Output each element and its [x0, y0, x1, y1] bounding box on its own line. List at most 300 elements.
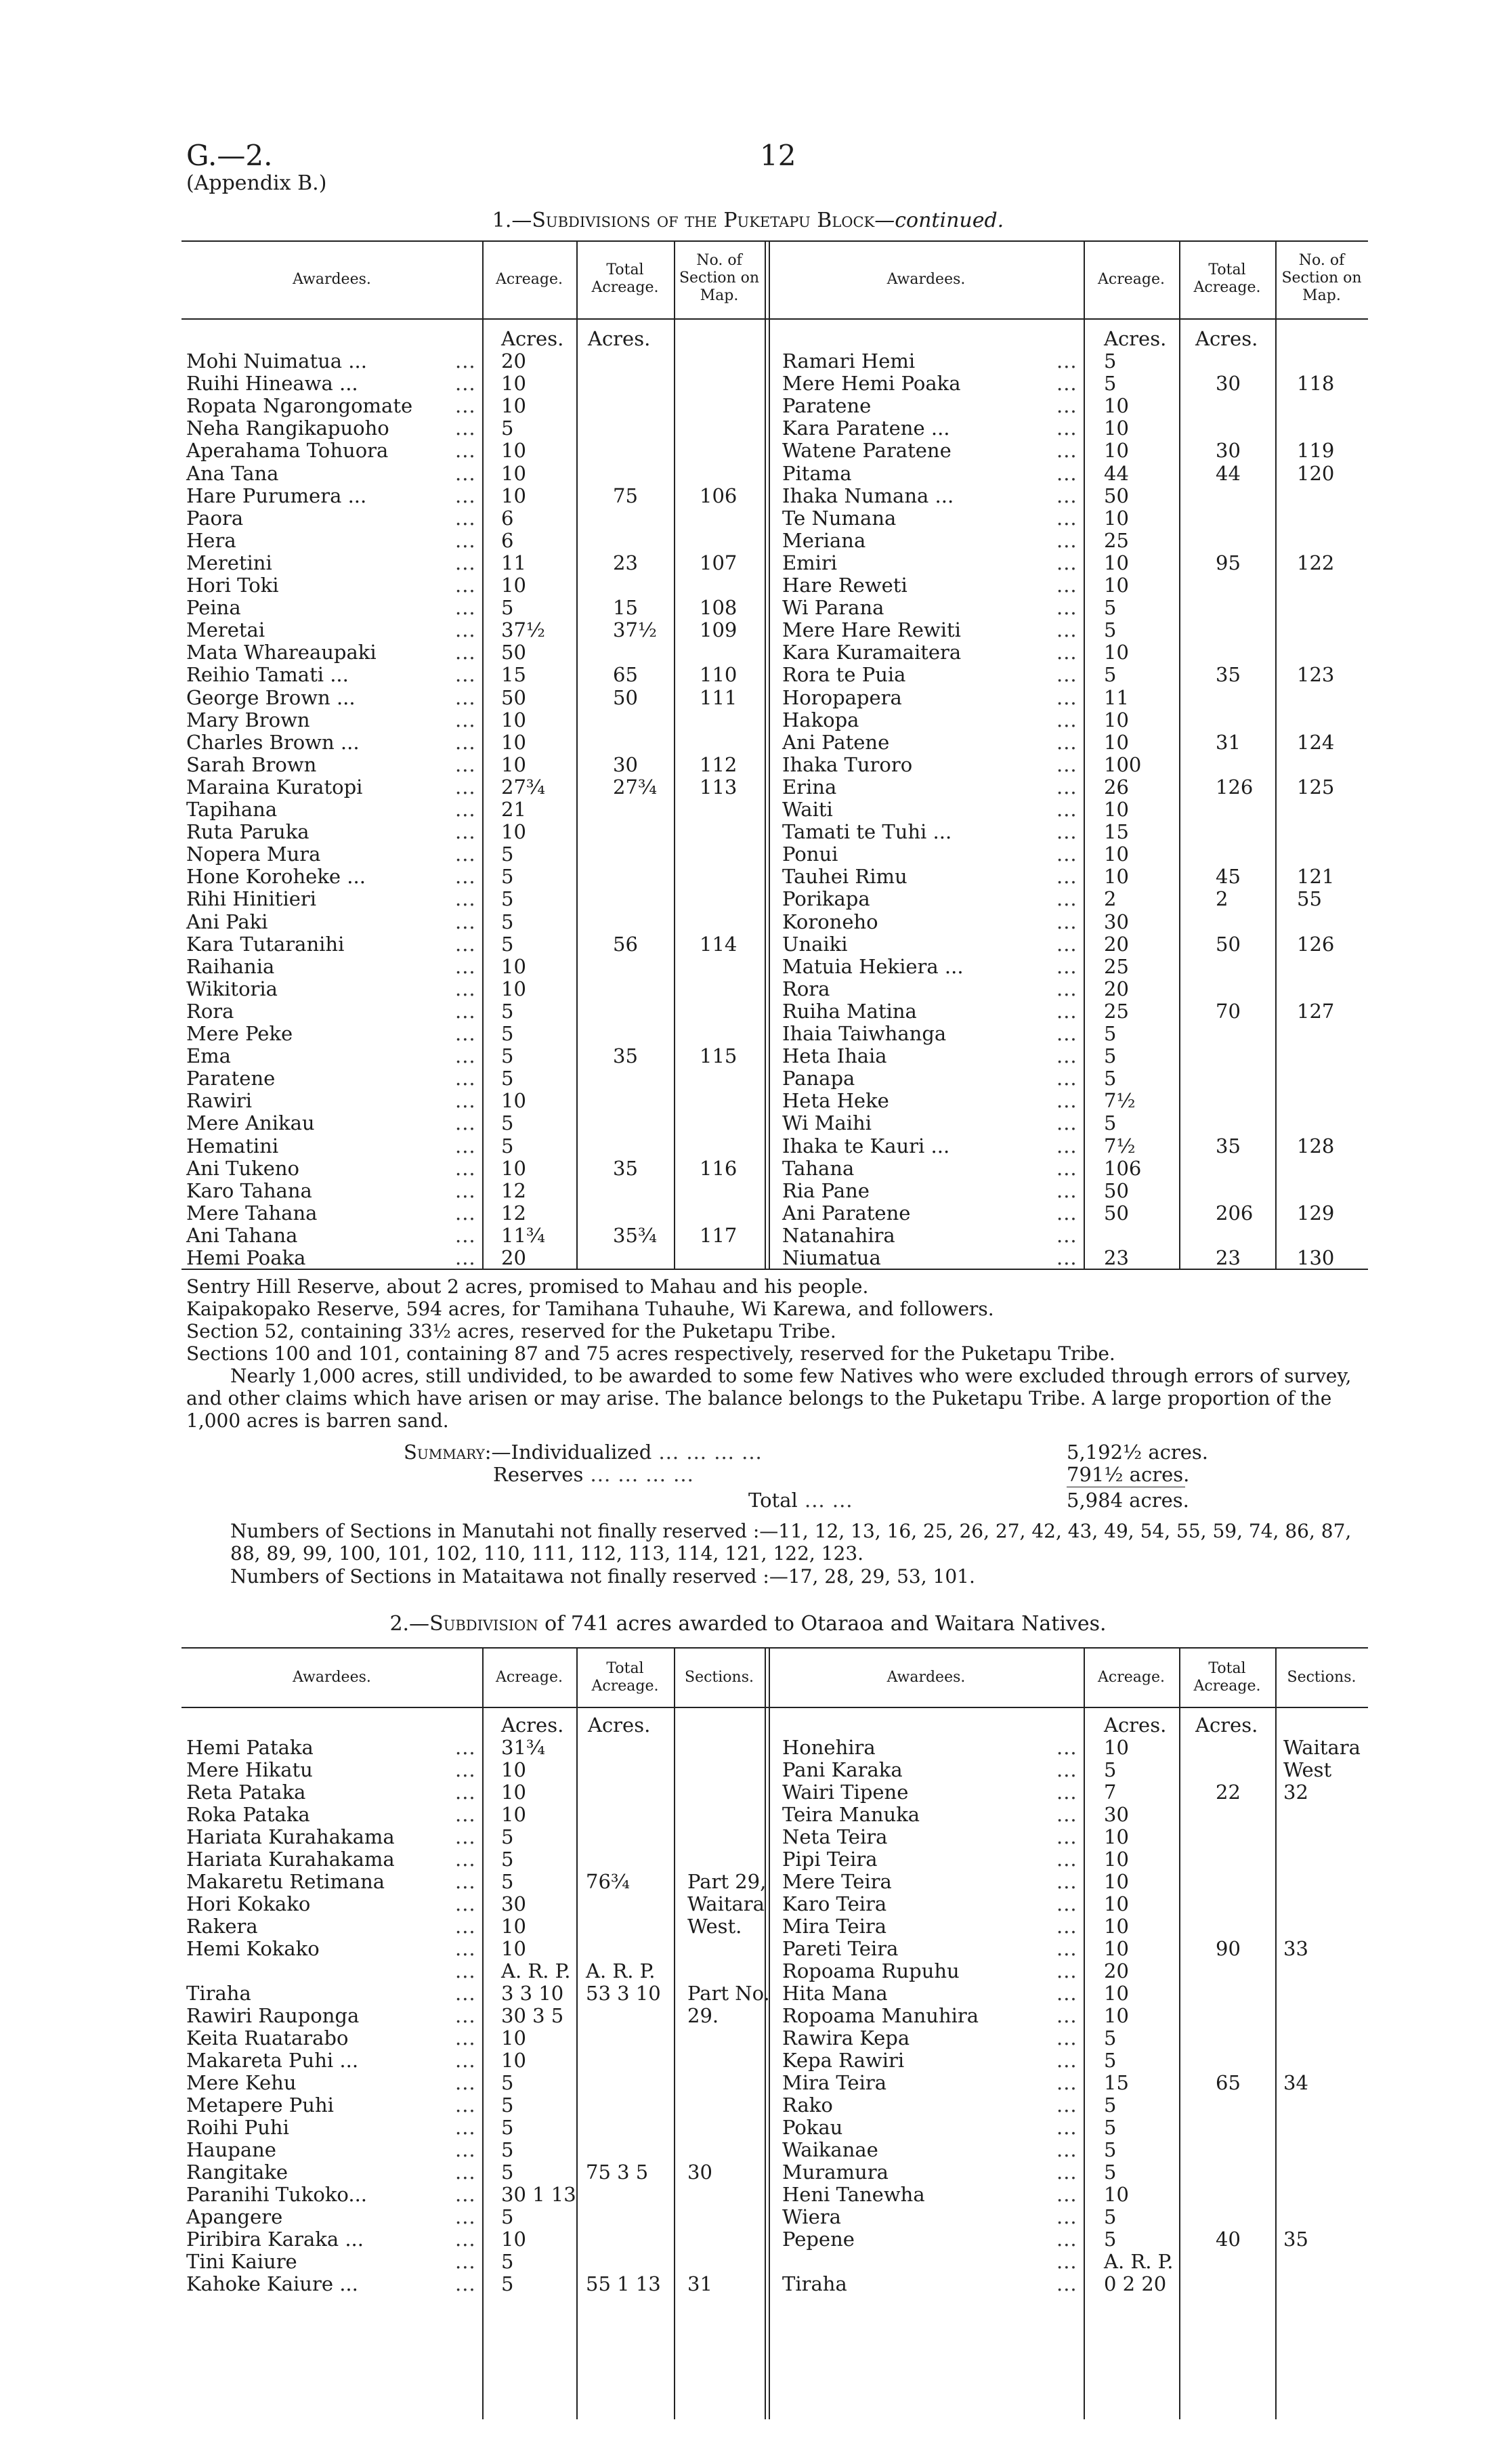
table-row	[0, 1045, 1496, 1067]
leader-dots: ...	[455, 1044, 476, 1068]
leader-dots: ...	[1056, 372, 1077, 396]
awardee-name: Waiti	[782, 798, 833, 821]
leader-dots: ...	[1056, 349, 1077, 373]
leader-dots: ...	[1056, 775, 1077, 799]
table-row	[0, 1000, 1496, 1023]
total-acreage-value: 27¾	[613, 775, 658, 799]
section-value: 110	[700, 663, 738, 687]
leader-dots: ...	[1056, 1982, 1077, 2005]
acreage-value: 10	[1104, 1870, 1129, 1893]
awardee-name: Kahoke Kaiure ...	[186, 2272, 358, 2295]
header-awardees: Awardees.	[293, 1669, 371, 1686]
leader-dots: ...	[1056, 417, 1077, 440]
awardee-name: Rora	[782, 977, 830, 1000]
individualized-label: :—Individualized	[484, 1441, 652, 1464]
leader-dots: ...	[455, 1246, 476, 1269]
awardee-name: Pokau	[782, 2116, 843, 2139]
awardee-name: Panapa	[782, 1067, 855, 1090]
table-row	[0, 821, 1496, 843]
acreage-value: A. R. P.	[501, 1959, 571, 1982]
section-value: 119	[1297, 439, 1335, 463]
acreage-value: 10	[501, 820, 526, 844]
table-row	[0, 1135, 1496, 1157]
header-awardees: Awardees.	[886, 1669, 966, 1686]
leader-dots: ...	[1056, 1892, 1077, 1915]
awardee-name: Paratene	[186, 1067, 276, 1090]
acreage-value: 7½	[1104, 1134, 1136, 1157]
appendix-label: (Appendix B.)	[186, 171, 327, 195]
leader-dots: ...	[455, 1736, 476, 1759]
leader-dots: ...	[1056, 1044, 1077, 1068]
acreage-value: 10	[1104, 574, 1129, 597]
acreage-value: 11¾	[501, 1223, 546, 1247]
table-row	[0, 1871, 1496, 1893]
leader-dots: ...	[1056, 2183, 1077, 2206]
total-acreage-value: 75	[613, 484, 638, 507]
total-acreage-value: 45	[1216, 865, 1241, 889]
table-row	[0, 1848, 1496, 1871]
awardee-name: Hematini	[186, 1134, 279, 1157]
acreage-value: 10	[1104, 798, 1129, 821]
acreage-value: 10	[501, 708, 526, 731]
awardee-name: Wiera	[782, 2205, 841, 2228]
acreage-value: 10	[501, 1781, 526, 1804]
acreage-value: 5	[501, 1134, 514, 1157]
awardee-name: Paratene	[782, 394, 872, 418]
awardee-name: Te Numana	[782, 506, 897, 530]
leader-dots: ...	[455, 1111, 476, 1135]
acreage-value: 37½	[501, 618, 546, 642]
acreage-value: 12	[501, 1178, 526, 1202]
table-row	[0, 1982, 1496, 2005]
total-acreage-value: 55 1 13	[586, 2272, 661, 2295]
acreage-value: 30	[1104, 1803, 1129, 1826]
section-value: 121	[1297, 865, 1335, 889]
leader-dots: ...	[1056, 1156, 1077, 1180]
acreage-value: 5	[1104, 1758, 1117, 1781]
total-acreage-value: 35	[613, 1044, 638, 1068]
acreage-value: 10	[1104, 1825, 1129, 1848]
leader-dots: ...	[1056, 752, 1077, 776]
acreage-value: 5	[1104, 1044, 1117, 1068]
table-row	[0, 2072, 1496, 2094]
acreage-value: 5	[501, 932, 514, 956]
leader-dots: ...	[455, 1870, 476, 1893]
table-row	[0, 1067, 1496, 1090]
acreage-value: 5	[501, 1870, 514, 1893]
leader-dots: ...	[1056, 1111, 1077, 1135]
total-acreage-value: 35	[1216, 1134, 1241, 1157]
leader-dots: ...	[1056, 1134, 1077, 1157]
acreage-value: 5	[1104, 1067, 1117, 1090]
leader-dots: ...	[455, 1178, 476, 1202]
leader-dots: ...	[455, 887, 476, 911]
leader-dots: ...	[455, 954, 476, 978]
leader-dots: ...	[455, 2026, 476, 2049]
table-row	[0, 2139, 1496, 2161]
acreage-value: 30 1 13	[501, 2183, 576, 2206]
leader-dots: ...	[455, 752, 476, 776]
awardee-name: Mere Hikatu	[186, 1758, 313, 1781]
awardee-name: Karo Tahana	[186, 1178, 312, 1202]
awardee-name: Roihi Puhi	[186, 2116, 289, 2139]
section-value: 108	[700, 596, 738, 620]
acreage-value: 5	[501, 887, 514, 911]
header-acreage: Acreage.	[1098, 1669, 1165, 1686]
header-acreage: Acreage.	[496, 271, 563, 288]
awardee-name: Ihaia Taiwhanga	[782, 1022, 947, 1045]
section-value: 125	[1297, 775, 1335, 799]
note-sections-100-101: Sections 100 and 101, containing 87 and 75 acres respectively, reserved for the Puketapu Tribe.	[186, 1342, 1115, 1365]
acreage-value: 50	[1104, 1178, 1129, 1202]
awardee-name: Hakopa	[782, 708, 859, 731]
table-row	[0, 866, 1496, 888]
awardee-name: Mere Tahana	[186, 1201, 318, 1225]
awardee-name: Ponui	[782, 843, 838, 866]
acreage-value: 10	[501, 461, 526, 485]
acreage-value: 11	[1104, 685, 1129, 709]
awardee-name: Mere Hemi Poaka	[782, 372, 961, 396]
acreage-value: 10	[1104, 641, 1129, 664]
leader-dots: ...	[455, 1937, 476, 1960]
table-row	[0, 440, 1496, 462]
table-row	[0, 1938, 1496, 1960]
awardee-name: Ema	[186, 1044, 231, 1068]
leader-dots: ...	[1056, 1959, 1077, 1982]
acreage-value: 25	[1104, 999, 1129, 1023]
section-value: 116	[700, 1156, 738, 1180]
awardee-name: Paora	[186, 506, 244, 530]
leader-dots: ...	[455, 1803, 476, 1826]
awardee-name: Tauhei Rimu	[782, 865, 907, 889]
section-value: Waitara	[1283, 1736, 1361, 1759]
acreage-value: 5	[1104, 349, 1117, 373]
leader-dots: ...	[1056, 641, 1077, 664]
section-value: 123	[1297, 663, 1335, 687]
section-value: 126	[1297, 932, 1335, 956]
awardee-name: Watene Paratene	[782, 439, 952, 463]
leader-dots: ...	[455, 932, 476, 956]
awardee-name: Tapihana	[186, 798, 278, 821]
table-row	[0, 1781, 1496, 1804]
awardee-name: Neta Teira	[782, 1825, 888, 1848]
acreage-value: 23	[1104, 1246, 1129, 1269]
leader-dots: ...	[455, 1089, 476, 1113]
awardee-name: Ruta Paruka	[186, 820, 309, 844]
leader-dots: ...	[1056, 596, 1077, 620]
awardee-name: Ramari Hemi	[782, 349, 916, 373]
leader-dots: ...	[455, 1825, 476, 1848]
leader-dots: ...	[455, 618, 476, 642]
leader-dots: ...	[1056, 506, 1077, 530]
acreage-value: 0 2 20	[1104, 2272, 1167, 2295]
total-acreage-value: 35	[613, 1156, 638, 1180]
awardee-name: Ruiha Matina	[782, 999, 917, 1023]
leader-dots: ...	[455, 417, 476, 440]
leader-dots: ...	[1056, 798, 1077, 821]
acreage-value: 2	[1104, 887, 1117, 911]
acreage-value: 50	[501, 685, 526, 709]
awardee-name: Waikanae	[782, 2138, 878, 2161]
acreage-value: 30 3 5	[501, 2004, 564, 2027]
leader-dots: ...	[1056, 887, 1077, 911]
acreage-value: 11	[501, 551, 526, 574]
acreage-value: 5	[501, 417, 514, 440]
total-acreage-value: 53 3 10	[586, 1982, 661, 2005]
table-row	[0, 2117, 1496, 2139]
leader-dots: ...	[1056, 2049, 1077, 2072]
acreage-value: 31¾	[501, 1736, 546, 1759]
awardee-name: Rako	[782, 2094, 833, 2117]
header-section-no: No. of Section on Map.	[679, 252, 760, 304]
awardee-name: Tiraha	[186, 1982, 251, 2005]
awardee-name: Mere Hare Rewiti	[782, 618, 961, 642]
awardee-name: Ruihi Hineawa ...	[186, 372, 358, 396]
acreage-value: 5	[501, 999, 514, 1023]
leader-dots: ...	[455, 843, 476, 866]
note-undivided: Nearly 1,000 acres, still undivided, to be awarded to some few Natives who were excluded through errors of survey, and other claims which have arisen or may arise. The balance belongs to the Puketapu Tribe. A large proportion of the 1,000 acres is barren sand.	[186, 1365, 1352, 1432]
acreage-value: 5	[501, 1825, 514, 1848]
acreage-value: 5	[501, 910, 514, 933]
header-total-acreage: Total Acreage.	[1193, 1660, 1261, 1695]
table-row	[0, 417, 1496, 440]
table-row	[0, 597, 1496, 619]
table-row	[0, 507, 1496, 530]
leader-dots: ...	[1056, 1937, 1077, 1960]
awardee-name: Honehira	[782, 1736, 876, 1759]
section-value: 113	[700, 775, 738, 799]
section-value: 55	[1297, 887, 1322, 911]
leader-dots: ...	[1056, 1870, 1077, 1893]
table-row	[0, 1759, 1496, 1781]
section-value: 109	[700, 618, 738, 642]
awardee-name: Wikitoria	[186, 977, 278, 1000]
note-section-52: Section 52, containing 33½ acres, reserved for the Puketapu Tribe.	[186, 1320, 836, 1342]
total-acreage-value: 50	[613, 685, 638, 709]
table-row	[0, 933, 1496, 956]
awardee-name: Unaiki	[782, 932, 848, 956]
acreage-value: 20	[501, 349, 526, 373]
leader-dots: ...	[1056, 2071, 1077, 2094]
leader-dots: ...	[1056, 2026, 1077, 2049]
acreage-value: 5	[501, 2250, 514, 2273]
acreage-value: 5	[501, 2138, 514, 2161]
table-row	[0, 799, 1496, 821]
leader-dots: ...	[1056, 1201, 1077, 1225]
acreage-value: 10	[1104, 1892, 1129, 1915]
acreage-value: 10	[501, 439, 526, 463]
awardee-name: Hone Koroheke ...	[186, 865, 366, 889]
section-value: 34	[1283, 2071, 1308, 2094]
awardee-name: Mere Kehu	[186, 2071, 297, 2094]
acreage-value: 6	[501, 528, 514, 552]
section-value: Part 29,	[687, 1870, 767, 1893]
awardee-name: Hemi Pataka	[186, 1736, 314, 1759]
acreage-value: 5	[501, 1111, 514, 1135]
leader-dots: ...	[455, 528, 476, 552]
awardee-name: Hare Reweti	[782, 574, 907, 597]
total-acreage-value: 44	[1216, 461, 1241, 485]
leader-dots: ...	[455, 372, 476, 396]
leader-dots: ...	[455, 1134, 476, 1157]
total-acreage-value: 2	[1216, 887, 1228, 911]
awardee-name: Wairi Tipene	[782, 1781, 909, 1804]
awardee-name: Emiri	[782, 551, 838, 574]
awardee-name: Mary Brown	[186, 708, 310, 731]
awardee-name: Koroneho	[782, 910, 878, 933]
leader-dots: ...	[455, 798, 476, 821]
total-acreage-value: 30	[1216, 439, 1241, 463]
table-row	[0, 619, 1496, 641]
leader-dots: ...	[1056, 663, 1077, 687]
table-row	[0, 1180, 1496, 1202]
awardee-name: Heni Tanewha	[782, 2183, 925, 2206]
acreage-value: 5	[1104, 2228, 1117, 2251]
table-row	[0, 1915, 1496, 1938]
awardee-name: Karo Teira	[782, 1892, 887, 1915]
awardee-name: Heta Ihaia	[782, 1044, 887, 1068]
acreage-value: 10	[501, 484, 526, 507]
leader-dots: ...	[1056, 1067, 1077, 1090]
acreage-value: 12	[501, 1201, 526, 1225]
total-unit: Acres.	[1195, 1714, 1258, 1737]
awardee-name: Tini Kaiure	[186, 2250, 297, 2273]
awardee-name: Charles Brown ...	[186, 730, 360, 754]
leader-dots: ...	[455, 663, 476, 687]
acreage-unit: Acres.	[1104, 1714, 1167, 1737]
acreage-value: 5	[1104, 2205, 1117, 2228]
acreage-value: 10	[501, 574, 526, 597]
leader-dots: ...	[455, 484, 476, 507]
awardee-name: Tamati te Tuhi ...	[782, 820, 952, 844]
individualized-value: 5,192½ acres.	[1067, 1441, 1209, 1464]
leader-dots: ...	[1056, 2205, 1077, 2228]
leader-dots: ...	[1056, 461, 1077, 485]
leader-dots: ...	[1056, 954, 1077, 978]
acreage-value: 5	[1104, 372, 1117, 396]
awardee-name: Mere Teira	[782, 1870, 892, 1893]
leader-dots: ...	[1056, 843, 1077, 866]
awardee-name: Peina	[186, 596, 241, 620]
manutahi-note: Numbers of Sections in Manutahi not finally reserved :—11, 12, 13, 16, 25, 26, 27, 42, 43, 49, 54, 55, 59, 74, 86, 87, 88, 89, 99, 100, 101, 102, 110, 111, 112, 113, 114, 121, 122, 123.	[230, 1520, 1352, 1565]
acreage-value: 5	[1104, 2094, 1117, 2117]
acreage-value: 10	[1104, 843, 1129, 866]
leader-dots: ...	[455, 1915, 476, 1938]
section1-title: 1.—Subdivisions of the Puketapu Block—continued.	[492, 209, 1004, 232]
leader-dots: ...	[455, 775, 476, 799]
table-row	[0, 1737, 1496, 1759]
total-acreage-value: 65	[613, 663, 638, 687]
acreage-value: 27¾	[501, 775, 546, 799]
leader-dots: ...	[455, 1758, 476, 1781]
awardee-name: Pepene	[782, 2228, 855, 2251]
section-value: Waitara	[687, 1892, 765, 1915]
acreage-value: A. R. P.	[1104, 2250, 1174, 2273]
awardee-name: Haupane	[186, 2138, 276, 2161]
leader-dots: ...	[1056, 1089, 1077, 1113]
section-value: 30	[687, 2161, 712, 2184]
total-acreage-value: 35¾	[613, 1223, 658, 1247]
leader-dots: ...	[1056, 574, 1077, 597]
awardee-name: Ani Paki	[186, 910, 268, 933]
total-acreage-value: 35	[1216, 663, 1241, 687]
page-number: 12	[760, 139, 796, 172]
acreage-value: 5	[1104, 1111, 1117, 1135]
table-row	[0, 485, 1496, 507]
awardee-name: Ani Paratene	[782, 1201, 911, 1225]
awardee-name: Ropoama Manuhira	[782, 2004, 979, 2027]
awardee-name: Pani Karaka	[782, 1758, 903, 1781]
table-row	[0, 2251, 1496, 2273]
leader-dots: ...	[455, 685, 476, 709]
table-row	[0, 2094, 1496, 2117]
acreage-value: 10	[501, 752, 526, 776]
awardee-name: Rakera	[186, 1915, 258, 1938]
total-acreage-value: 50	[1216, 932, 1241, 956]
acreage-value: 7	[1104, 1781, 1117, 1804]
total-label: Total	[748, 1489, 798, 1512]
awardee-name: Hita Mana	[782, 1982, 888, 2005]
awardee-name: Paranihi Tukoko...	[186, 2183, 368, 2206]
leader-dots: ...	[455, 1067, 476, 1090]
leader-dots: ...	[1056, 820, 1077, 844]
awardee-name: Roka Pataka	[186, 1803, 310, 1826]
leader-dots: ...	[1056, 1825, 1077, 1848]
acreage-value: 10	[501, 2049, 526, 2072]
acreage-value: 5	[501, 2161, 514, 2184]
total-acreage-value: 15	[613, 596, 638, 620]
awardee-name: Mira Teira	[782, 1915, 887, 1938]
acreage-value: 5	[501, 2205, 514, 2228]
acreage-value: 10	[501, 2228, 526, 2251]
leader-dots: ...	[455, 2205, 476, 2228]
table-row	[0, 2161, 1496, 2184]
acreage-value: 6	[501, 506, 514, 530]
awardee-name: Wi Maihi	[782, 1111, 872, 1135]
table-row	[0, 1893, 1496, 1915]
acreage-value: 10	[1104, 1937, 1129, 1960]
table-row	[0, 956, 1496, 978]
awardee-name: Heta Heke	[782, 1089, 889, 1113]
table-row	[0, 2005, 1496, 2027]
table-row	[0, 530, 1496, 552]
acreage-value: 25	[1104, 954, 1129, 978]
awardee-name: Erina	[782, 775, 837, 799]
table-row	[0, 1247, 1496, 1269]
leader-dots: ...	[455, 1156, 476, 1180]
leader-dots: ...	[455, 1892, 476, 1915]
leader-dots: ...	[455, 506, 476, 530]
table-row	[0, 2027, 1496, 2049]
acreage-value: 10	[1104, 708, 1129, 731]
table-row	[0, 373, 1496, 395]
acreage-value: 50	[1104, 484, 1129, 507]
leader-dots: ...	[455, 2138, 476, 2161]
table-row	[0, 888, 1496, 910]
acreage-value: 10	[1104, 730, 1129, 754]
awardee-name: Makaretu Retimana	[186, 1870, 385, 1893]
awardee-name: Kepa Rawiri	[782, 2049, 905, 2072]
table-row	[0, 2206, 1496, 2228]
section-value: 112	[700, 752, 738, 776]
table-row	[0, 911, 1496, 933]
total-acreage-value: 90	[1216, 1937, 1241, 1960]
total-acreage-value: 30	[613, 752, 638, 776]
acreage-value: 10	[1104, 865, 1129, 889]
leader-dots: ...	[455, 2049, 476, 2072]
leader-dots: ...	[1056, 484, 1077, 507]
acreage-value: 10	[1104, 1982, 1129, 2005]
